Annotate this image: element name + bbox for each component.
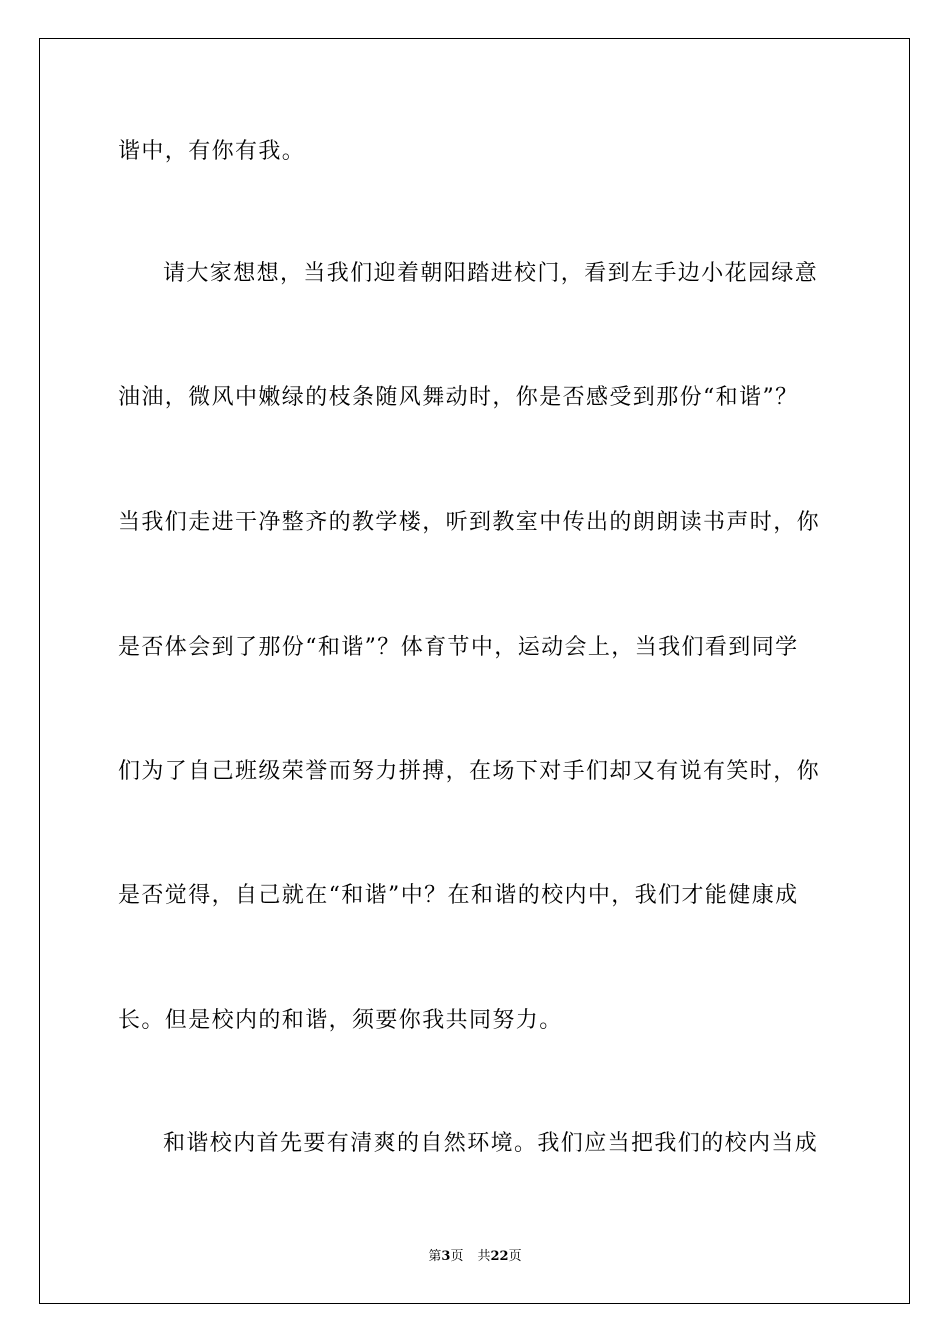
text-line-9: 和谐校内首先要有清爽的自然环境。我们应当把我们的校内当成 [163,1131,819,1156]
total-pages: 22 [490,1249,509,1264]
text-line-8: 长。但是校内的和谐，须要你我共同努力。 [118,1008,563,1033]
text-line-4: 当我们走进干净整齐的教学楼，听到教室中传出的朗朗读书声时，你 [118,510,821,535]
page-border [39,38,910,1304]
text-line-7: 是否觉得，自己就在“和谐”中？在和谐的校内中，我们才能健康成 [118,883,799,908]
text-line-5: 是否体会到了那份“和谐”？体育节中，运动会上，当我们看到同学 [118,635,799,660]
total-suffix: 页 [508,1249,522,1264]
page-number: 3 [441,1249,451,1264]
total-prefix: 共 [477,1249,491,1264]
text-line-2: 请大家想想，当我们迎着朝阳踏进校门，看到左手边小花园绿意 [163,261,819,286]
page-footer [0,1248,950,1266]
text-line-1: 谐中，有你有我。 [118,139,306,164]
text-line-3: 油油，微风中嫩绿的枝条随风舞动时，你是否感受到那份“和谐”？ [118,385,799,410]
page-suffix: 页 [450,1249,464,1264]
page-prefix: 第 [428,1249,442,1264]
text-line-6: 们为了自己班级荣誉而努力拼搏，在场下对手们却又有说有笑时，你 [118,759,821,784]
